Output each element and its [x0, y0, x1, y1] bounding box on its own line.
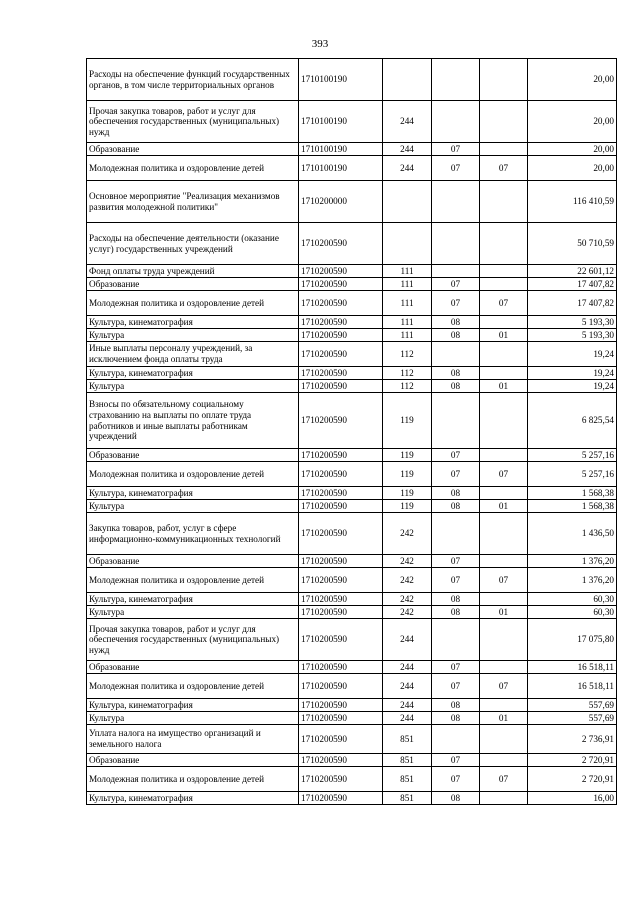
row-section: 07 [432, 661, 480, 674]
row-name: Культура, кинематография [87, 367, 299, 380]
row-subsection [480, 661, 528, 674]
table-row [87, 316, 617, 329]
row-target-article: 1710200590 [299, 712, 383, 725]
row-subsection [480, 792, 528, 805]
row-subsection: 01 [480, 712, 528, 725]
row-target-article: 1710200590 [299, 513, 383, 555]
table-row [87, 500, 617, 513]
row-amount: 2 720,91 [528, 754, 617, 767]
row-expense-type: 111 [383, 316, 432, 329]
row-amount: 1 436,50 [528, 513, 617, 555]
row-subsection: 07 [480, 156, 528, 181]
row-amount: 17 407,82 [528, 291, 617, 316]
row-name: Молодежная политика и оздоровление детей [87, 767, 299, 792]
row-name: Расходы на обеспечение функций государственных органов, в том числе территориальных органов [87, 59, 299, 101]
row-amount: 1 376,20 [528, 568, 617, 593]
row-target-article: 1710200590 [299, 223, 383, 265]
row-amount: 50 710,59 [528, 223, 617, 265]
row-name: Образование [87, 754, 299, 767]
row-target-article: 1710200590 [299, 462, 383, 487]
row-target-article: 1710200590 [299, 449, 383, 462]
row-section: 07 [432, 156, 480, 181]
row-name: Образование [87, 143, 299, 156]
table-row [87, 725, 617, 754]
table-row [87, 342, 617, 367]
row-amount: 1 376,20 [528, 555, 617, 568]
row-amount: 19,24 [528, 342, 617, 367]
row-amount: 1 568,38 [528, 487, 617, 500]
row-amount: 5 193,30 [528, 329, 617, 342]
table-row [87, 674, 617, 699]
row-subsection [480, 754, 528, 767]
row-amount: 16 518,11 [528, 661, 617, 674]
table-row [87, 223, 617, 265]
table-row [87, 487, 617, 500]
row-target-article: 1710200590 [299, 367, 383, 380]
row-expense-type: 242 [383, 513, 432, 555]
row-subsection [480, 593, 528, 606]
row-section: 08 [432, 699, 480, 712]
row-expense-type: 244 [383, 674, 432, 699]
row-amount: 19,24 [528, 367, 617, 380]
row-section: 07 [432, 278, 480, 291]
row-name: Прочая закупка товаров, работ и услуг для обеспечения государственных (муниципальных) нужд [87, 101, 299, 143]
row-target-article: 1710200590 [299, 754, 383, 767]
table-row [87, 593, 617, 606]
row-target-article: 1710200590 [299, 342, 383, 367]
row-section: 07 [432, 754, 480, 767]
row-section [432, 725, 480, 754]
row-expense-type: 119 [383, 449, 432, 462]
row-expense-type: 112 [383, 380, 432, 393]
row-subsection [480, 143, 528, 156]
row-target-article: 1710200590 [299, 393, 383, 449]
row-target-article: 1710200590 [299, 568, 383, 593]
row-expense-type: 244 [383, 143, 432, 156]
row-section [432, 223, 480, 265]
row-section: 08 [432, 329, 480, 342]
row-name: Культура [87, 329, 299, 342]
row-amount: 557,69 [528, 699, 617, 712]
row-subsection: 07 [480, 568, 528, 593]
table-row [87, 380, 617, 393]
row-expense-type [383, 223, 432, 265]
row-target-article: 1710100190 [299, 156, 383, 181]
row-name: Культура [87, 380, 299, 393]
row-expense-type [383, 59, 432, 101]
row-subsection: 07 [480, 767, 528, 792]
row-subsection [480, 487, 528, 500]
budget-table-body [87, 59, 617, 805]
row-subsection [480, 725, 528, 754]
row-name: Взносы по обязательному социальному страхованию на выплаты по оплате труда работников и иные выплаты работникам учреждений [87, 393, 299, 449]
row-target-article: 1710200590 [299, 699, 383, 712]
row-subsection [480, 316, 528, 329]
row-amount: 2 736,91 [528, 725, 617, 754]
row-name: Образование [87, 449, 299, 462]
table-row [87, 59, 617, 101]
row-amount: 20,00 [528, 143, 617, 156]
row-subsection [480, 265, 528, 278]
row-amount: 22 601,12 [528, 265, 617, 278]
row-amount: 5 257,16 [528, 449, 617, 462]
row-subsection [480, 513, 528, 555]
row-name: Прочая закупка товаров, работ и услуг для обеспечения государственных (муниципальных) нужд [87, 619, 299, 661]
row-target-article: 1710200590 [299, 792, 383, 805]
table-row [87, 291, 617, 316]
row-section: 07 [432, 555, 480, 568]
row-subsection [480, 101, 528, 143]
row-subsection [480, 181, 528, 223]
row-target-article: 1710200590 [299, 316, 383, 329]
row-target-article: 1710200590 [299, 265, 383, 278]
row-amount: 557,69 [528, 712, 617, 725]
row-name: Молодежная политика и оздоровление детей [87, 462, 299, 487]
row-target-article: 1710100190 [299, 101, 383, 143]
row-subsection [480, 449, 528, 462]
row-expense-type: 851 [383, 767, 432, 792]
row-amount: 5 257,16 [528, 462, 617, 487]
row-target-article: 1710200590 [299, 500, 383, 513]
row-section: 08 [432, 380, 480, 393]
row-expense-type: 851 [383, 725, 432, 754]
table-row [87, 156, 617, 181]
row-expense-type: 244 [383, 619, 432, 661]
row-subsection: 01 [480, 329, 528, 342]
row-target-article: 1710200590 [299, 487, 383, 500]
row-name: Молодежная политика и оздоровление детей [87, 291, 299, 316]
row-expense-type: 242 [383, 593, 432, 606]
row-subsection: 07 [480, 674, 528, 699]
row-name: Культура [87, 712, 299, 725]
row-section [432, 181, 480, 223]
row-expense-type: 242 [383, 568, 432, 593]
row-section [432, 265, 480, 278]
table-row [87, 767, 617, 792]
row-name: Расходы на обеспечение деятельности (оказание услуг) государственных учреждений [87, 223, 299, 265]
row-section: 08 [432, 316, 480, 329]
table-row [87, 619, 617, 661]
row-section: 08 [432, 792, 480, 805]
row-amount: 6 825,54 [528, 393, 617, 449]
row-section: 08 [432, 712, 480, 725]
row-name: Культура [87, 606, 299, 619]
row-name: Культура, кинематография [87, 699, 299, 712]
row-amount: 19,24 [528, 380, 617, 393]
row-name: Уплата налога на имущество организаций и земельного налога [87, 725, 299, 754]
row-expense-type: 111 [383, 329, 432, 342]
row-expense-type: 111 [383, 265, 432, 278]
row-amount: 16,00 [528, 792, 617, 805]
row-name: Иные выплаты персоналу учреждений, за исключением фонда оплаты труда [87, 342, 299, 367]
row-subsection [480, 223, 528, 265]
row-section: 08 [432, 487, 480, 500]
row-expense-type: 119 [383, 393, 432, 449]
row-target-article: 1710200000 [299, 181, 383, 223]
row-section [432, 619, 480, 661]
row-section: 08 [432, 367, 480, 380]
row-expense-type: 112 [383, 342, 432, 367]
row-name: Образование [87, 278, 299, 291]
table-row [87, 555, 617, 568]
row-section: 07 [432, 462, 480, 487]
row-amount: 16 518,11 [528, 674, 617, 699]
row-subsection [480, 342, 528, 367]
table-row [87, 792, 617, 805]
table-row [87, 661, 617, 674]
table-row [87, 699, 617, 712]
row-target-article: 1710200590 [299, 661, 383, 674]
row-expense-type: 244 [383, 699, 432, 712]
row-expense-type: 242 [383, 606, 432, 619]
row-amount: 116 410,59 [528, 181, 617, 223]
row-amount: 17 407,82 [528, 278, 617, 291]
row-expense-type: 851 [383, 792, 432, 805]
row-expense-type: 244 [383, 101, 432, 143]
table-row [87, 101, 617, 143]
row-target-article: 1710200590 [299, 329, 383, 342]
table-row [87, 712, 617, 725]
row-section: 07 [432, 767, 480, 792]
row-subsection: 01 [480, 500, 528, 513]
row-name: Закупка товаров, работ, услуг в сфере информационно-коммуникационных технологий [87, 513, 299, 555]
row-subsection [480, 367, 528, 380]
row-name: Культура, кинематография [87, 487, 299, 500]
row-name: Культура, кинематография [87, 792, 299, 805]
table-row [87, 462, 617, 487]
row-section: 08 [432, 606, 480, 619]
row-expense-type: 242 [383, 555, 432, 568]
row-target-article: 1710200590 [299, 380, 383, 393]
row-target-article: 1710200590 [299, 606, 383, 619]
row-amount: 60,30 [528, 593, 617, 606]
row-target-article: 1710100190 [299, 59, 383, 101]
table-row [87, 143, 617, 156]
row-name: Молодежная политика и оздоровление детей [87, 674, 299, 699]
row-subsection: 01 [480, 606, 528, 619]
budget-table [86, 58, 617, 805]
row-expense-type: 119 [383, 500, 432, 513]
table-row [87, 393, 617, 449]
row-section [432, 342, 480, 367]
row-section: 07 [432, 143, 480, 156]
row-section: 08 [432, 593, 480, 606]
row-section: 08 [432, 500, 480, 513]
table-row [87, 278, 617, 291]
table-row [87, 181, 617, 223]
row-section: 07 [432, 674, 480, 699]
row-subsection [480, 278, 528, 291]
row-target-article: 1710200590 [299, 767, 383, 792]
row-subsection: 07 [480, 462, 528, 487]
table-row [87, 606, 617, 619]
row-section: 07 [432, 291, 480, 316]
row-section [432, 59, 480, 101]
row-section [432, 393, 480, 449]
row-target-article: 1710200590 [299, 555, 383, 568]
row-subsection [480, 555, 528, 568]
row-target-article: 1710100190 [299, 143, 383, 156]
row-target-article: 1710200590 [299, 619, 383, 661]
row-expense-type: 851 [383, 754, 432, 767]
row-name: Культура, кинематография [87, 593, 299, 606]
row-name: Образование [87, 661, 299, 674]
row-subsection [480, 59, 528, 101]
row-subsection: 07 [480, 291, 528, 316]
row-name: Культура, кинематография [87, 316, 299, 329]
row-name: Фонд оплаты труда учреждений [87, 265, 299, 278]
row-subsection [480, 619, 528, 661]
row-name: Молодежная политика и оздоровление детей [87, 156, 299, 181]
row-amount: 17 075,80 [528, 619, 617, 661]
row-section [432, 513, 480, 555]
row-amount: 60,30 [528, 606, 617, 619]
row-expense-type: 112 [383, 367, 432, 380]
row-amount: 20,00 [528, 59, 617, 101]
row-subsection [480, 699, 528, 712]
row-amount: 5 193,30 [528, 316, 617, 329]
table-row [87, 265, 617, 278]
row-section: 07 [432, 449, 480, 462]
row-expense-type: 111 [383, 291, 432, 316]
table-row [87, 367, 617, 380]
table-row [87, 568, 617, 593]
row-amount: 1 568,38 [528, 500, 617, 513]
table-row [87, 754, 617, 767]
row-target-article: 1710200590 [299, 278, 383, 291]
row-section: 07 [432, 568, 480, 593]
row-name: Молодежная политика и оздоровление детей [87, 568, 299, 593]
row-name: Основное мероприятие "Реализация механизмов развития молодежной политики" [87, 181, 299, 223]
row-target-article: 1710200590 [299, 291, 383, 316]
row-expense-type: 111 [383, 278, 432, 291]
row-expense-type: 244 [383, 156, 432, 181]
row-amount: 20,00 [528, 101, 617, 143]
row-expense-type: 244 [383, 712, 432, 725]
row-expense-type: 119 [383, 462, 432, 487]
table-row [87, 449, 617, 462]
row-target-article: 1710200590 [299, 725, 383, 754]
row-subsection [480, 393, 528, 449]
page-number: 393 [311, 38, 329, 50]
row-expense-type: 244 [383, 661, 432, 674]
row-target-article: 1710200590 [299, 593, 383, 606]
table-row [87, 329, 617, 342]
row-expense-type: 119 [383, 487, 432, 500]
row-expense-type [383, 181, 432, 223]
table-row [87, 513, 617, 555]
row-name: Образование [87, 555, 299, 568]
row-amount: 2 720,91 [528, 767, 617, 792]
row-target-article: 1710200590 [299, 674, 383, 699]
row-name: Культура [87, 500, 299, 513]
row-amount: 20,00 [528, 156, 617, 181]
row-section [432, 101, 480, 143]
row-subsection: 01 [480, 380, 528, 393]
